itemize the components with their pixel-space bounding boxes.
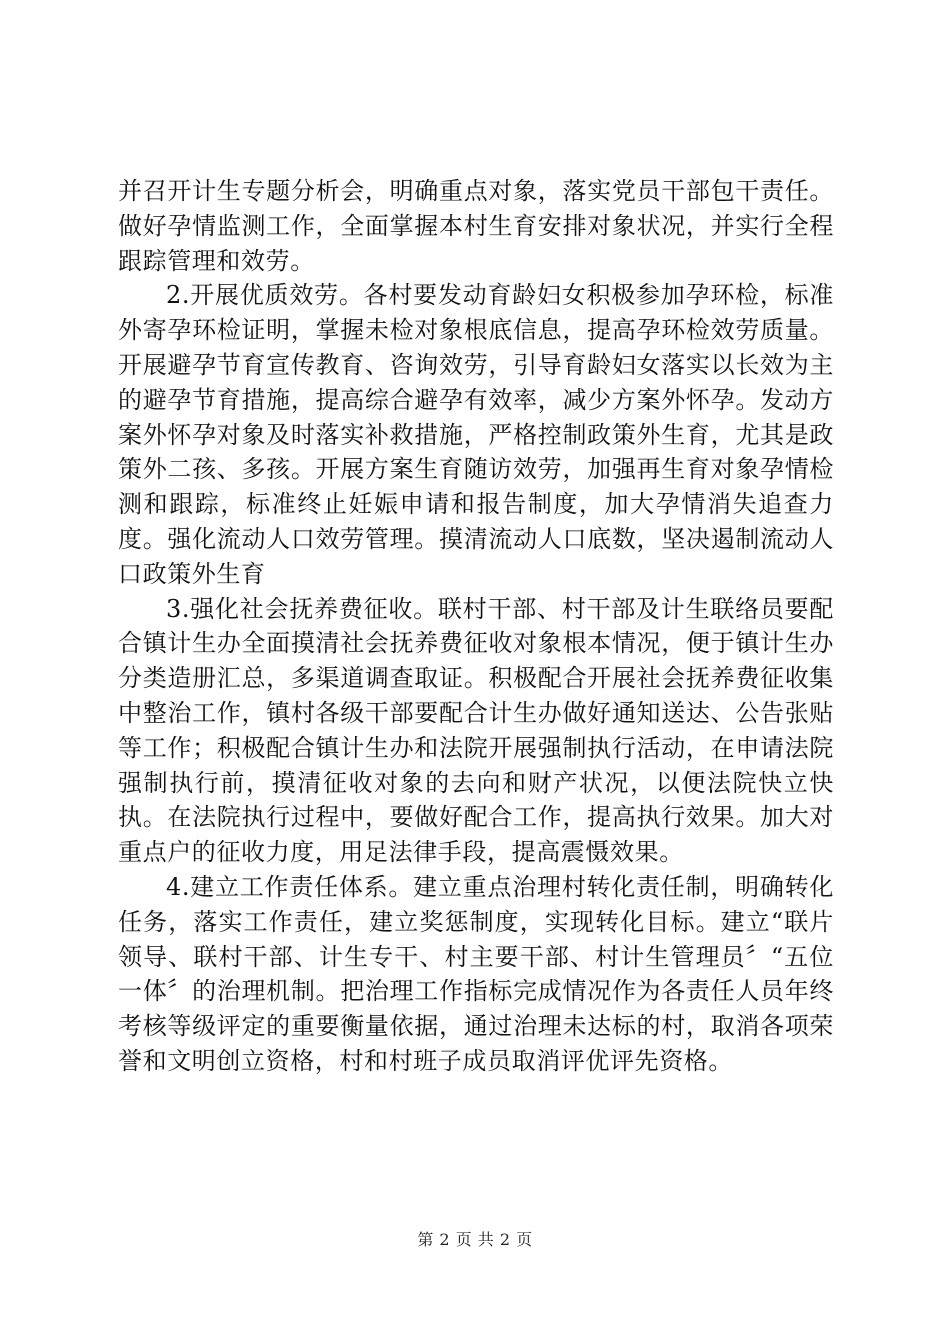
paragraph-responsibility-system: 4.建立工作责任体系。建立重点治理村转化责任制，明确转化任务，落实工作责任，建立奖惩制度，实现转化目标。建立“联片领导、联村干部、计生专干、村主要干部、村计生管理员〞“五位一体〞的治理机制。把治理工作指标完成情况作为各责任人员年终考核等级评定的重要衡量依据，通过治理未达标的村，取消各项荣誉和文明创立资格，村和村班子成员取消评优评先资格。 (118, 872, 834, 1075)
body-text (118, 174, 834, 1079)
paragraph-quality-service: 2.开展优质效劳。各村要发动育龄妇女积极参加孕环检，标准外寄孕环检证明，掌握未检对象根底信息，提高孕环检效劳质量。开展避孕节育宣传教育、咨询效劳，引导育龄妇女落实以长效为主的避孕节育措施，提高综合避孕有效率，减少方案外怀孕。发动方案外怀孕对象及时落实补救措施，严格控制政策外生育，尤其是政策外二孩、多孩。开展方案生育随访效劳，加强再生育对象孕情检测和跟踪，标准终止妊娠申请和报告制度，加大孕情消失追查力度。强化流动人口效劳管理。摸清流动人口底数，坚决遏制流动人口政策外生育 (118, 281, 834, 588)
paragraph-social-fee-collection: 3.强化社会抚养费征收。联村干部、村干部及计生联络员要配合镇计生办全面摸清社会抚养费征收对象根本情况，便于镇计生办分类造册汇总，多渠道调查取证。积极配合开展社会抚养费征收集中整治工作，镇村各级干部要配合计生办做好通知送达、公告张贴等工作；积极配合镇计生办和法院开展强制执行活动，在申请法院强制执行前，摸清征收对象的去向和财产状况，以便法院快立快执。在法院执行过程中，要做好配合工作，提高执行效果。加大对重点户的征收力度，用足法律手段，提高震慑效果。 (118, 594, 834, 867)
page-footer (0, 1227, 950, 1250)
paragraph-continuation: 并召开计生专题分析会，明确重点对象，落实党员干部包干责任。做好孕情监测工作，全面掌握本村生育安排对象状况，并实行全程跟踪管理和效劳。 (118, 177, 834, 275)
page-number: 第 2 页 共 2 页 (417, 1230, 533, 1249)
